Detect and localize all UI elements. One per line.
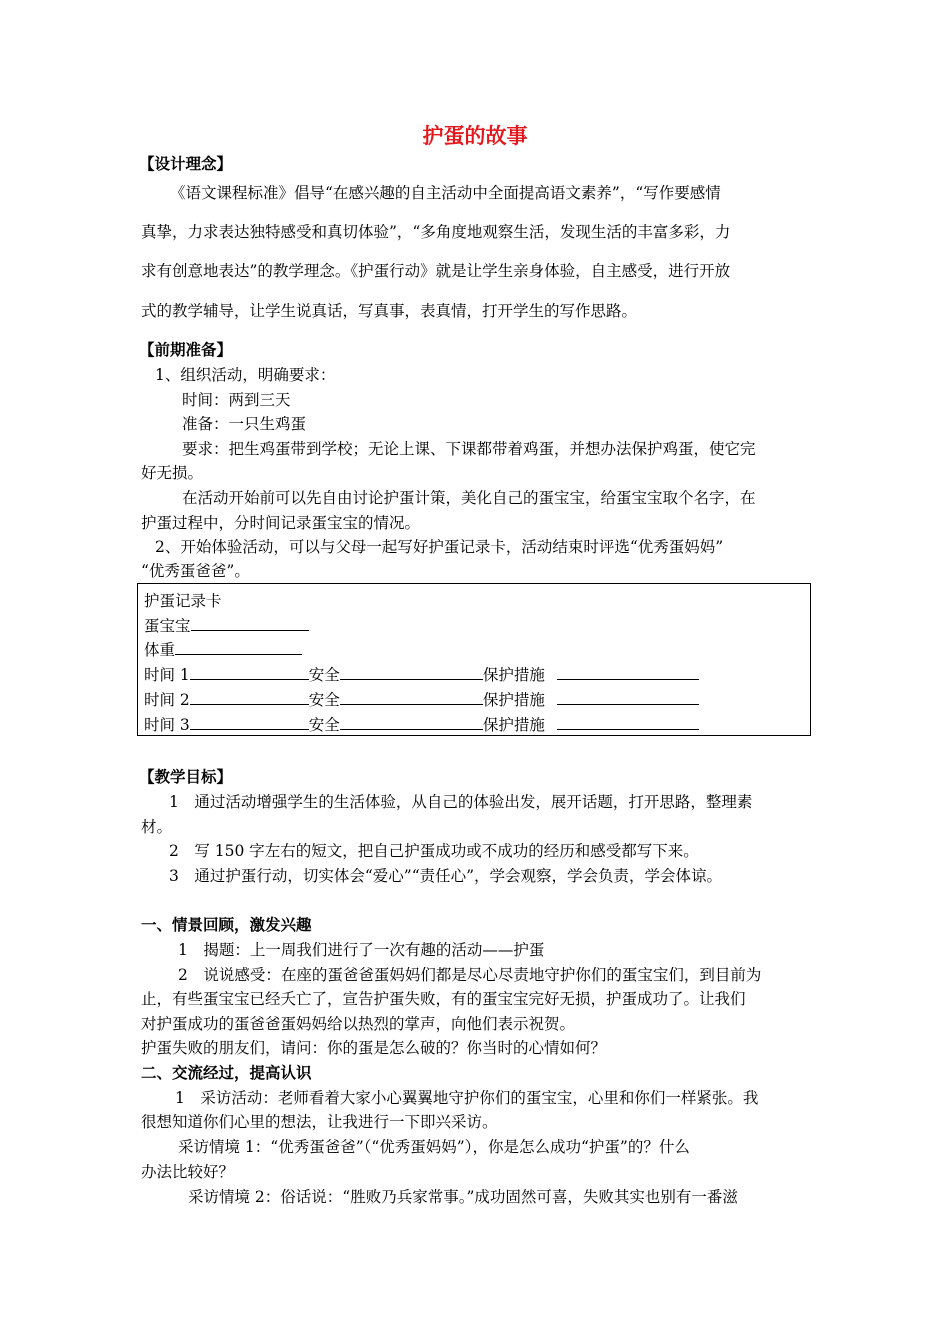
card-row-safe: 安全 bbox=[308, 666, 340, 684]
goals-heading: 【教学目标】 bbox=[139, 768, 233, 786]
card-row-measure: 保护措施 bbox=[482, 716, 545, 734]
card-row-measure: 保护措施 bbox=[482, 666, 545, 684]
blank-line bbox=[190, 665, 309, 680]
part2-heading: 二、交流经过，提高认识 bbox=[141, 1064, 312, 1082]
paragraph-line: 1 揭题：上一周我们进行了一次有趣的活动——护蛋 bbox=[178, 941, 545, 959]
paragraph-line: “优秀蛋爸爸”。 bbox=[141, 562, 250, 580]
blank-line bbox=[557, 715, 699, 730]
prep-heading: 【前期准备】 bbox=[139, 341, 233, 359]
paragraph-line: 时间：两到三天 bbox=[182, 391, 291, 409]
paragraph-line: 办法比较好？ bbox=[141, 1163, 235, 1181]
part1-heading: 一、情景回顾，激发兴趣 bbox=[141, 916, 312, 934]
blank-line bbox=[190, 715, 309, 730]
card-row-time: 时间 2 bbox=[144, 691, 190, 709]
paragraph-line: 1 通过活动增强学生的生活体验，从自己的体验出发，展开话题，打开思路，整理素 bbox=[169, 793, 753, 811]
paragraph-line: 要求：把生鸡蛋带到学校；无论上课、下课都带着鸡蛋，并想办法保护鸡蛋，使它完 bbox=[182, 440, 756, 458]
card-row-safe: 安全 bbox=[308, 691, 340, 709]
card-baby-row bbox=[144, 614, 309, 636]
paragraph-line: 《语文课程标准》倡导“在感兴趣的自主活动中全面提高语文素养”，“写作要感情 bbox=[170, 184, 721, 202]
paragraph-line: 采访情境 2：俗话说：“胜败乃兵家常事。”成功固然可喜，失败其实也别有一番滋 bbox=[188, 1188, 738, 1206]
blank-line bbox=[557, 665, 699, 680]
design-heading: 【设计理念】 bbox=[139, 155, 233, 173]
blank-line bbox=[340, 690, 483, 705]
paragraph-line: 护蛋过程中，分时间记录蛋宝宝的情况。 bbox=[141, 514, 421, 532]
card-weight-label: 体重 bbox=[144, 641, 176, 659]
paragraph-line: 2 说说感受：在座的蛋爸爸蛋妈妈们都是尽心尽责地守护你们的蛋宝宝们，到目前为 bbox=[178, 966, 762, 984]
card-baby-label: 蛋宝宝 bbox=[144, 617, 191, 635]
paragraph-line: 2、开始体验活动，可以与父母一起写好护蛋记录卡，活动结束时评选“优秀蛋妈妈” bbox=[155, 538, 724, 556]
blank-line bbox=[340, 715, 483, 730]
card-row-measure: 保护措施 bbox=[482, 691, 545, 709]
paragraph-line: 3 通过护蛋行动，切实体会“爱心”“责任心”，学会观察，学会负责，学会体谅。 bbox=[169, 867, 723, 885]
card-row-time: 时间 3 bbox=[144, 716, 190, 734]
paragraph-line: 求有创意地表达”的教学理念。《护蛋行动》就是让学生亲身体验，自主感受，进行开放 bbox=[141, 262, 731, 280]
card-row bbox=[144, 663, 699, 685]
paragraph-line: 准备：一只生鸡蛋 bbox=[182, 415, 307, 433]
card-weight-row bbox=[144, 638, 302, 660]
paragraph-line: 护蛋失败的朋友们，请问：你的蛋是怎么破的？你当时的心情如何？ bbox=[141, 1039, 607, 1057]
page-title: 护蛋的故事 bbox=[422, 124, 528, 148]
paragraph-line: 很想知道你们心里的想法，让我进行一下即兴采访。 bbox=[141, 1113, 498, 1131]
paragraph-line: 在活动开始前可以先自由讨论护蛋计策，美化自己的蛋宝宝，给蛋宝宝取个名字，在 bbox=[182, 489, 756, 507]
paragraph-line: 对护蛋成功的蛋爸爸蛋妈妈给以热烈的掌声，向他们表示祝贺。 bbox=[141, 1015, 576, 1033]
card-row-safe: 安全 bbox=[308, 716, 340, 734]
blank-line bbox=[190, 690, 309, 705]
blank-line bbox=[340, 665, 483, 680]
card-title: 护蛋记录卡 bbox=[144, 592, 222, 610]
paragraph-line: 材。 bbox=[141, 818, 173, 836]
paragraph-line: 1、组织活动，明确要求： bbox=[155, 366, 336, 384]
blank-line bbox=[175, 640, 302, 655]
card-row bbox=[144, 688, 699, 710]
paragraph-line: 真挚，力求表达独特感受和真切体验”，“多角度地观察生活，发现生活的丰富多彩，力 bbox=[141, 223, 731, 241]
paragraph-line: 2 写 150 字左右的短文，把自己护蛋成功或不成功的经历和感受都写下来。 bbox=[169, 842, 699, 860]
card-row-time: 时间 1 bbox=[144, 666, 190, 684]
blank-line bbox=[557, 690, 699, 705]
paragraph-line: 1 采访活动：老师看着大家小心翼翼地守护你们的蛋宝宝，心里和你们一样紧张。我 bbox=[175, 1089, 759, 1107]
card-row bbox=[144, 713, 699, 735]
blank-line bbox=[191, 616, 309, 631]
paragraph-line: 式的教学辅导，让学生说真话，写真事，表真情，打开学生的写作思路。 bbox=[141, 302, 638, 320]
paragraph-line: 止，有些蛋宝宝已经夭亡了，宣告护蛋失败，有的蛋宝宝完好无损，护蛋成功了。让我们 bbox=[141, 990, 746, 1008]
paragraph-line: 好无损。 bbox=[141, 464, 204, 482]
paragraph-line: 采访情境 1：“优秀蛋爸爸”（“优秀蛋妈妈”），你是怎么成功“护蛋”的？什么 bbox=[178, 1138, 690, 1156]
